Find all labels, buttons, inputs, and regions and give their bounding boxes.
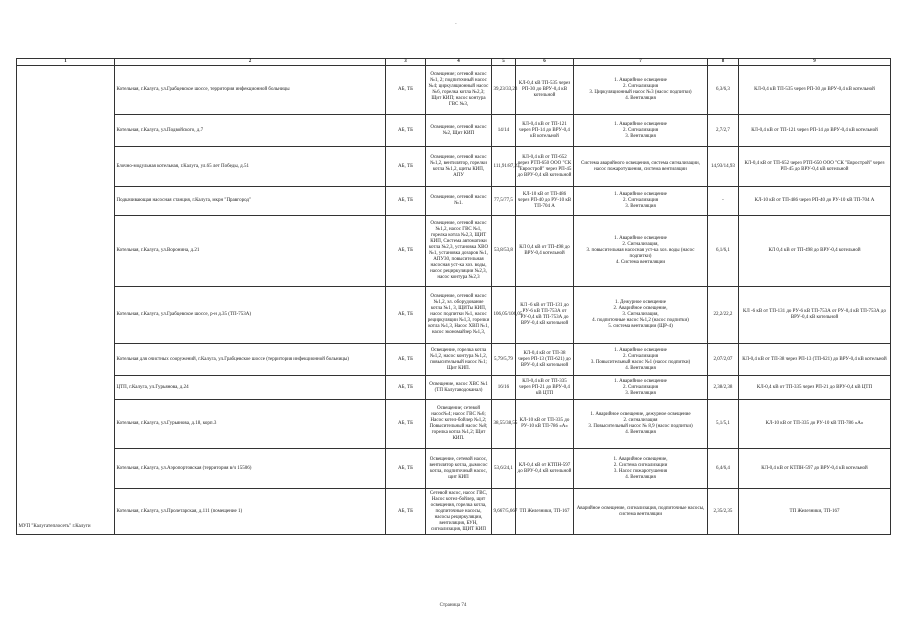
equipment-list: Освещение, горелка котла №1,2, насос контура №1,2, повысительный насос №1; Щит КИП. — [426, 344, 492, 376]
critical-consumers: 1. Аварийное освещение 2. Сигнализация 3. Вентиляция — [574, 376, 708, 400]
power-supply-line: КЛ-0,4 кВ от ТП-652 через РТП-650 ООО "СК "Еврострой" через РП-45 до ВРУ-0,4 кВ котельной — [516, 147, 574, 187]
reserve-supply-line: КЛ-0,4 кВ от ТП-652 через РТП-650 ООО "СК "Еврострой" через РП-45 до ВРУ-0,4 кВ котельной — [739, 147, 891, 187]
reserve-supply-line: КЛ 0,4 кВ от ТП-498 до ВРУ-0,4 котельной — [739, 216, 891, 287]
table-row — [17, 489, 891, 535]
power-supply-line: КЛ-10 кВ от ТП-486 через РП-40 до РУ-10 кВ ТП-704 А — [516, 187, 574, 216]
equipment-list: Освещение, сетевой насос №1,2, эл. оборудование котла №1, 3, ЩИТы КИП, насос подпитки №1, насос рециркуляции №1,3, горелки котла №1,3, Насос ХВП №1, насос экономайзер №1,3, — [426, 287, 492, 344]
object-category: АБ, ТБ — [386, 287, 426, 344]
reserve-power-value: 6,1/6,1 — [708, 216, 739, 287]
load-value: 16/16 — [492, 376, 516, 400]
page-number: Страница 74 — [439, 603, 467, 608]
equipment-list: Освещение, насос ХВС №1 (ТП Калугаводоканал) — [426, 376, 492, 400]
critical-consumers: 1. Аварийное освещение, дежурное освещение 2. сигнализация 3. Повысительный насос № 8,9 (насос подпитки) 4. Вентиляция — [574, 400, 708, 449]
table-row — [17, 376, 891, 400]
column-number: 4 — [426, 59, 492, 66]
object-name: Блочно-модульная котельная, г.Калуга, ул.65 лет Победы, д.51 — [115, 147, 386, 187]
reserve-power-value: 5,1/5,1 — [708, 400, 739, 449]
load-value: 39,23/33,23 — [492, 66, 516, 115]
critical-consumers: 1. Аварийное освещение, 2. Система сигнализации 3. Насос пожаротушения 4. Вентиляция — [574, 449, 708, 489]
equipment-list: Сетевой насос, насос ГВС, Насос котел-бойлер, щит освещения, горелка котла, подпиточные насосы, насосы рециркуляции, вентиляция, БУН, сигнализация, ЩИТ КИП — [426, 489, 492, 535]
critical-consumers: Аварийное освещение, сигнализация, подпиточные насосы, система вентиляции — [574, 489, 708, 535]
load-value: 77,5/77,5 — [492, 187, 516, 216]
equipment-list: Освещение, сетевой насос №2, Щит КИП — [426, 115, 492, 147]
object-category: АБ, ТБ — [386, 344, 426, 376]
load-value: 53,8/53,8 — [492, 216, 516, 287]
object-category: АБ, ТБ — [386, 187, 426, 216]
critical-consumers: 1. Аварийное освещение 2. Сигнализация 3. Вентиляция — [574, 187, 708, 216]
reserve-supply-line: КЛ -6 кВ от ТП-131 до РУ-6 кВ ТП-753А от РУ-0,4 кВ ТП-753А до ВРУ-0,4 кВ котельной — [739, 287, 891, 344]
power-supply-line: КЛ-0,4 кВ от ТП-38 через РП-13 (ТП-621) до ВРУ-0,4 кВ котельной — [516, 344, 574, 376]
load-value: 111,91/87,23 — [492, 147, 516, 187]
equipment-list: Освещение, сетевой насос, вентилятор котла, дымосос котла, подпиточный насос, щит КИП — [426, 449, 492, 489]
load-value: 53,6/24,1 — [492, 449, 516, 489]
object-name: Подкачивающая насосная станция, г.Калуга, мкрн "Правгород" — [115, 187, 386, 216]
table-row — [17, 287, 891, 344]
table-row — [17, 66, 891, 115]
critical-consumers: 1. Аварийное освещение 2. Сигнализация 3. Вентиляция — [574, 115, 708, 147]
power-supply-line: КЛ -6 кВ от ТП-131 до РУ-6 кВ ТП-753А от РУ-0,4 кВ ТП-753А до ВРУ-0,4 кВ котельной — [516, 287, 574, 344]
object-name: Котельная, г.Калуга, ул.Грабцевское шоссе, территория инфекционной больницы — [115, 66, 386, 115]
table-row — [17, 449, 891, 489]
reserve-supply-line: КЛ-0,4 кВ от ТП-121 через РП-14 до ВРУ-0,4 кВ котельной — [739, 115, 891, 147]
object-name: Котельная, г.Калуга, ул.Воронина, д.21 — [115, 216, 386, 287]
power-supply-line: КЛ-0,4 кВ ТП-535 через РП-30 до ВРУ-0,4 кВ котельной — [516, 66, 574, 115]
page-mark: - — [455, 22, 457, 27]
object-category: АБ, ТБ — [386, 115, 426, 147]
object-category: АБ, ТБ — [386, 376, 426, 400]
reserve-supply-line: КЛ-0,4 кВ от КТПН-597 до ВРУ-0,4 кВ котельной — [739, 449, 891, 489]
object-name: ЦТП, г.Калуга, ул.Гурьянова, д.24 — [115, 376, 386, 400]
object-category: АБ, ТБ — [386, 400, 426, 449]
object-category: АБ, ТБ — [386, 489, 426, 535]
organization-cell — [17, 66, 115, 535]
reserve-power-value: 2,38/2,38 — [708, 376, 739, 400]
object-name: Котельная, г.Калуга, ул.Грабцевское шоссе, р-н д.35 (ТП-753А) — [115, 287, 386, 344]
load-value: 38,55/38,55 — [492, 400, 516, 449]
object-name: Котельная, г.Калуга, ул.Гурьянова, д.18, корп.3 — [115, 400, 386, 449]
reserve-supply-line: КЛ-10 кВ от ТП-486 через РП-40 до РУ-10 кВ ТП-704 А — [739, 187, 891, 216]
column-number: 8 — [708, 59, 739, 66]
column-number: 5 — [492, 59, 516, 66]
power-supply-line: КЛ-0,4 кВ от КТПН-597 до ВРУ-0,4 кВ котельной — [516, 449, 574, 489]
object-name: Котельная, г.Калуга, ул.Подвойского, д.7 — [115, 115, 386, 147]
critical-consumers: 1. Дежурное освещение 2. Аварийное освещение, 3. Сигнализация, 4. подпиточные насос №1,2 (насос подпитки) 5. система вентиляции (ЩР-4) — [574, 287, 708, 344]
power-supply-line: КЛ-10 кВ от ТП-335 до РУ-10 кВ ТП-786 «А» — [516, 400, 574, 449]
reserve-power-value: 6,4/6,4 — [708, 449, 739, 489]
power-supply-line: КЛ-0,4 кВ от ТП-335 через РП-21 до ВРУ-0,4 кВ ЦТП — [516, 376, 574, 400]
reserve-supply-line: ТП Железники, ТП-167 — [739, 489, 891, 535]
equipment-list: Освещение, сетевой насос №1,2, насос ГВС №1, горелка котла №2,3, ЩИТ КИП, Система автоматики котла №2,3, установка ХВО №1, установка дозаров №1, АПУ30, повысительная насосная уст-ка хоз. воды, насос рециркуляции №2,3, насос контура №2,3 — [426, 216, 492, 287]
power-supply-line: КЛ 0,4 кВ от ТП-498 до ВРУ-0,4 котельной — [516, 216, 574, 287]
column-number: 2 — [115, 59, 386, 66]
reserve-power-value: 14,93/14,93 — [708, 147, 739, 187]
equipment-list: Освещение; сетевой насос №1, 2; подпиточный насос №4; циркуляционный насос №6, горелка котла №2,3; Щит КИП; насос контура ГВС №3, — [426, 66, 492, 115]
object-category: АБ, ТБ — [386, 216, 426, 287]
object-name: Котельная, г.Калуга, ул.Аэропортовская (территория в/ч 15506) — [115, 449, 386, 489]
object-category: АБ, ТБ — [386, 449, 426, 489]
column-number: 3 — [386, 59, 426, 66]
load-value: 5,79/5,79 — [492, 344, 516, 376]
equipment-list: Освещение, сетевой насос №1. — [426, 187, 492, 216]
reserve-power-value: 2,7/2,7 — [708, 115, 739, 147]
critical-consumers: Система аварийного освещения, система сигнализации, насос пожаротушения, система вентиляции — [574, 147, 708, 187]
energy-table — [16, 58, 891, 535]
equipment-list: Освещение; сетевой насос№4; насос ГВС №6; Насос котел-бойлер №1,2; Повысительный насос №8; горелка котла №1,2; Щит КИП. — [426, 400, 492, 449]
critical-consumers: 1. Аварийное освещение 2. Сигнализация, 3. повысительная насосная уст-ка хоз. воды (насос подпитки) 4. Система вентиляции — [574, 216, 708, 287]
reserve-supply-line: КЛ-0,4 кВ от ТП-38 через РП-13 (ТП-621) до ВРУ-0,4 кВ котельной — [739, 344, 891, 376]
object-category: АБ, ТБ — [386, 147, 426, 187]
power-supply-line: ТП Железники, ТП-167 — [516, 489, 574, 535]
column-number: 7 — [574, 59, 708, 66]
table-row — [17, 400, 891, 449]
column-number-row — [17, 59, 891, 66]
reserve-power-value: 2,35/2,35 — [708, 489, 739, 535]
table-row — [17, 344, 891, 376]
reserve-supply-line: КЛ-0,4 кВ от ТП-335 через РП-21 до ВРУ-0,4 кВ ЦТП — [739, 376, 891, 400]
column-number: 9 — [739, 59, 891, 66]
equipment-list: Освещение, сетевой насос №1,2, вентилятор, горелки котла №1,2, щиты КИП, АПУ — [426, 147, 492, 187]
object-category: АБ, ТБ — [386, 66, 426, 115]
object-name: Котельная, г.Калуга, ул.Пролетарская, д.111 (помещение 1) — [115, 489, 386, 535]
reserve-supply-line: КЛ-0,4 кВ ТП-535 через РП-30 до ВРУ-0,4 кВ котельной — [739, 66, 891, 115]
table-row — [17, 216, 891, 287]
table-row — [17, 187, 891, 216]
reserve-power-value: - — [708, 187, 739, 216]
reserve-supply-line: КЛ-10 кВ от ТП-335 до РУ-10 кВ ТП-786 «А» — [739, 400, 891, 449]
power-supply-line: КЛ-0,4 кВ от ТП-121 через РП-14 до ВРУ-0,4 кВ котельной — [516, 115, 574, 147]
column-number: 6 — [516, 59, 574, 66]
organization-name: МУП "Калугатеплосеть" г.Калуги — [18, 524, 91, 529]
reserve-power-value: 2,07/2,07 — [708, 344, 739, 376]
load-value: 14/14 — [492, 115, 516, 147]
load-value: 106,05/106,05 — [492, 287, 516, 344]
critical-consumers: 1. Аварийное освещение 2. Сигнализация 3. Циркуляционный насос №3 (насос подпитки) 4. Вентиляция — [574, 66, 708, 115]
reserve-power-value: 22,2/22,2 — [708, 287, 739, 344]
object-name: Котельная для очистных сооружений, г.Калуга, ул.Грабцевское шоссе (территория инфекционной больницы) — [115, 344, 386, 376]
load-value: 9,667/5,667 — [492, 489, 516, 535]
table-row — [17, 115, 891, 147]
critical-consumers: 1. Аварийное освещение 2. Сигнализация 3. Повысительный насос №1 (насос подпитки) 4. Вентиляция — [574, 344, 708, 376]
reserve-power-value: 6,3/6,3 — [708, 66, 739, 115]
column-number: 1 — [17, 59, 115, 66]
table-row — [17, 147, 891, 187]
